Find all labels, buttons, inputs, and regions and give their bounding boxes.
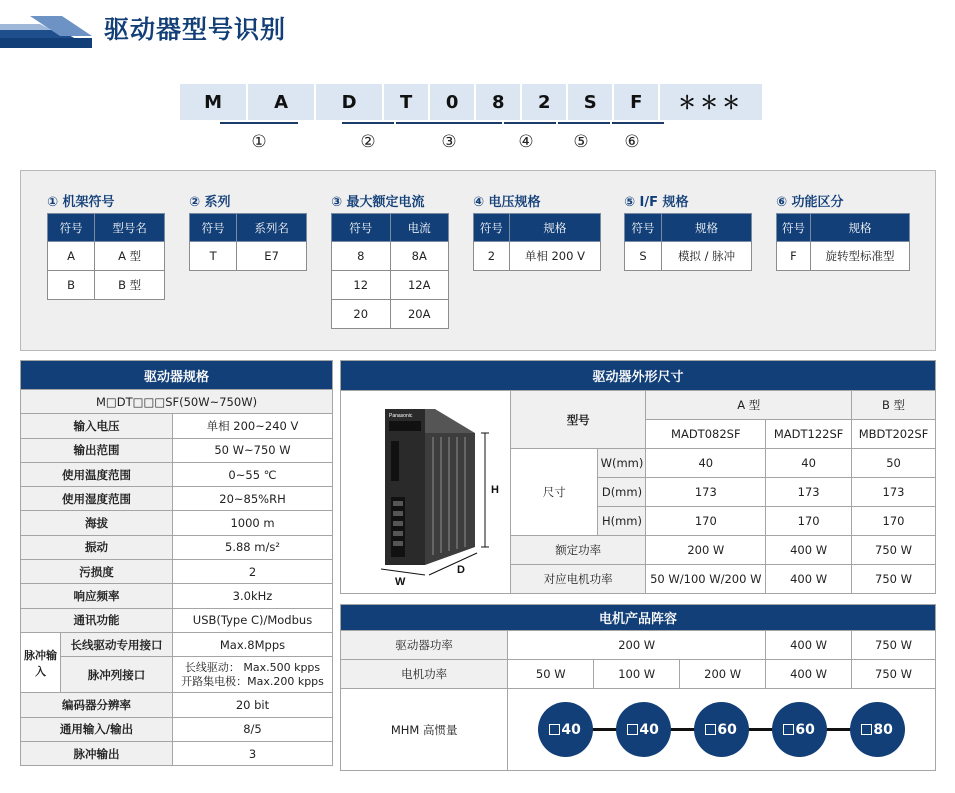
- table-header: 型号名: [95, 214, 165, 242]
- spec-value: 3.0kHz: [173, 584, 333, 608]
- power-value: 750 W: [852, 536, 936, 565]
- dim-value: 173: [852, 478, 936, 507]
- model-char: 8: [476, 84, 520, 120]
- motor-power-label: 对应电机功率: [510, 565, 646, 594]
- dim-key: D(mm): [598, 478, 646, 507]
- spec-value: 0~55 ℃: [173, 462, 333, 486]
- model-name: MADT082SF: [646, 420, 766, 449]
- table-cell: 2: [474, 242, 510, 271]
- size-label: 尺寸: [510, 449, 598, 536]
- table-header: 符号: [474, 214, 510, 242]
- dim-key: H(mm): [598, 507, 646, 536]
- spec-value: 2: [173, 560, 333, 584]
- spec-key: 使用温度范围: [21, 462, 173, 486]
- spec-value: 单相 200~240 V: [173, 414, 333, 438]
- header-stripe-decoration: [0, 16, 92, 48]
- group-title-if: ⑤ I/F 规格: [624, 195, 689, 210]
- spec-key: 输出范围: [21, 438, 173, 462]
- table-cell: B 型: [95, 271, 165, 300]
- table-cell: 单相 200 V: [509, 242, 600, 271]
- spec-key: 输入电压: [21, 414, 173, 438]
- code-number: ⑤: [573, 132, 589, 152]
- drive-spec-table: [20, 360, 333, 766]
- dim-h-label: H: [491, 484, 500, 496]
- code-underline: [558, 122, 610, 124]
- table-header: 符号: [777, 214, 811, 242]
- group-title-function: ⑥ 功能区分: [776, 195, 844, 210]
- motor-power-value: 200 W: [680, 660, 766, 689]
- function-table: [776, 213, 910, 271]
- code-underline: [396, 122, 502, 124]
- drive-power-value: 200 W: [508, 631, 766, 660]
- table-header: 规格: [662, 214, 752, 242]
- motor-lineup-table: [340, 604, 936, 771]
- outline-title: 驱动器外形尺寸: [341, 361, 936, 391]
- spec-key: 海拔: [21, 511, 173, 535]
- table-cell: T: [190, 242, 237, 271]
- spec-value: 20~85%RH: [173, 487, 333, 511]
- type-a-header: A 型: [646, 391, 852, 420]
- table-cell: 8: [332, 242, 391, 271]
- code-underline: [612, 122, 664, 124]
- flange-size: 60: [795, 721, 815, 738]
- lineup-title: 电机产品阵容: [341, 605, 936, 631]
- spec-key: 响应频率: [21, 584, 173, 608]
- spec-value: 20 bit: [173, 693, 333, 717]
- dim-value: 170: [852, 507, 936, 536]
- table-header: 系列名: [237, 214, 307, 242]
- power-value: 200 W: [646, 536, 766, 565]
- code-number: ②: [360, 132, 376, 152]
- model-char: ＊＊＊: [660, 84, 762, 120]
- spec-key: 通讯功能: [21, 608, 173, 632]
- model-char: D: [316, 84, 382, 120]
- group-title-voltage: ④ 电压规格: [473, 195, 541, 210]
- table-cell: F: [777, 242, 811, 271]
- code-definition-panel: [20, 170, 936, 351]
- table-cell: E7: [237, 242, 307, 271]
- servo-drive-illustration: [345, 397, 505, 587]
- group-title-frame: ① 机架符号: [47, 195, 115, 210]
- flange-badge: [538, 702, 593, 757]
- spec-value: USB(Type C)/Modbus: [173, 608, 333, 632]
- flange-square-icon: [549, 724, 560, 735]
- table-cell: A 型: [95, 242, 165, 271]
- drive-image-cell: [341, 391, 511, 594]
- flange-square-icon: [627, 724, 638, 735]
- flange-row: [538, 702, 906, 757]
- outline-dimension-table: [340, 360, 936, 594]
- table-cell: B: [48, 271, 95, 300]
- motor-power-value: 750 W: [852, 565, 936, 594]
- if-table: [624, 213, 752, 271]
- spec-key: 脉冲输出: [21, 741, 173, 765]
- spec-key: 脉冲列接口: [61, 657, 173, 693]
- brand-label: Panasonic: [389, 413, 413, 419]
- spec-key: 通用输入/输出: [21, 717, 173, 741]
- table-header: 符号: [625, 214, 662, 242]
- spec-key: 污损度: [21, 560, 173, 584]
- flange-badge: [772, 702, 827, 757]
- group-title-current: ③ 最大额定电流: [331, 195, 425, 210]
- spec-value: Max.8Mpps: [173, 632, 333, 656]
- flange-size: 40: [561, 721, 581, 738]
- series-table: [189, 213, 307, 271]
- flange-size: 40: [639, 721, 659, 738]
- spec-key: 振动: [21, 535, 173, 559]
- motor-power-value: 50 W/100 W/200 W: [646, 565, 766, 594]
- spec-value-multi: [173, 657, 333, 693]
- table-header: 符号: [332, 214, 391, 242]
- flange-size: 60: [717, 721, 737, 738]
- code-underline: [342, 122, 394, 124]
- drive-power-label: 驱动器功率: [341, 631, 508, 660]
- spec-key: 使用湿度范围: [21, 487, 173, 511]
- model-char: A: [248, 84, 314, 120]
- flange-square-icon: [861, 724, 872, 735]
- motor-power-value: 400 W: [766, 660, 852, 689]
- power-label: 额定功率: [510, 536, 646, 565]
- table-header: 电流: [390, 214, 449, 242]
- code-underline: [220, 122, 298, 124]
- motor-power-value: 100 W: [594, 660, 680, 689]
- page-title: 驱动器型号识别: [104, 15, 287, 44]
- drive-power-value: 750 W: [852, 631, 936, 660]
- model-name: MADT122SF: [766, 420, 852, 449]
- power-value: 400 W: [766, 536, 852, 565]
- type-b-header: B 型: [852, 391, 936, 420]
- table-header: 符号: [190, 214, 237, 242]
- flange-square-icon: [783, 724, 794, 735]
- model-char: S: [568, 84, 612, 120]
- motor-power-value: 750 W: [852, 660, 936, 689]
- table-cell: 12A: [390, 271, 449, 300]
- table-cell: 12: [332, 271, 391, 300]
- table-cell: 20: [332, 300, 391, 329]
- flange-badge: [616, 702, 671, 757]
- dim-key: W(mm): [598, 449, 646, 478]
- dim-d-label: D: [457, 564, 466, 576]
- spec-value: 1000 m: [173, 511, 333, 535]
- flange-size: 80: [873, 721, 893, 738]
- code-number: ⑥: [624, 132, 640, 152]
- dim-value: 173: [766, 478, 852, 507]
- voltage-table: [473, 213, 601, 271]
- spec-value: 5.88 m/s²: [173, 535, 333, 559]
- dim-value: 50: [852, 449, 936, 478]
- model-name: MBDT202SF: [852, 420, 936, 449]
- dim-w-label: W: [395, 576, 406, 587]
- spec-value: 3: [173, 741, 333, 765]
- motor-power-label: 电机功率: [341, 660, 508, 689]
- model-label: 型号: [510, 391, 646, 449]
- pulse-input-group: [21, 632, 61, 692]
- flange-badge: [694, 702, 749, 757]
- current-table: [331, 213, 449, 329]
- model-char: 0: [430, 84, 474, 120]
- spec-title: 驱动器规格: [21, 361, 333, 390]
- code-number: ③: [441, 132, 457, 152]
- model-code: [180, 84, 762, 120]
- dim-value: 170: [646, 507, 766, 536]
- drive-power-value: 400 W: [766, 631, 852, 660]
- model-char: F: [614, 84, 658, 120]
- dim-value: 40: [646, 449, 766, 478]
- motor-power-value: 50 W: [508, 660, 594, 689]
- model-char: M: [180, 84, 246, 120]
- spec-key: 编码器分辨率: [21, 693, 173, 717]
- group-title-series: ② 系列: [189, 195, 231, 210]
- spec-value: 50 W~750 W: [173, 438, 333, 462]
- dim-value: 173: [646, 478, 766, 507]
- dim-value: 170: [766, 507, 852, 536]
- pulse-input-label: 脉冲输入: [24, 648, 57, 678]
- spec-value-line: 开路集电极：Max.200 kpps: [181, 674, 324, 688]
- code-number: ①: [251, 132, 267, 152]
- table-cell: 20A: [390, 300, 449, 329]
- frame-table: [47, 213, 165, 300]
- table-header: 符号: [48, 214, 95, 242]
- code-underline: [504, 122, 556, 124]
- table-cell: 旋转型标准型: [810, 242, 909, 271]
- spec-value: 8/5: [173, 717, 333, 741]
- table-cell: 8A: [390, 242, 449, 271]
- flange-badge: [850, 702, 905, 757]
- table-cell: 模拟 / 脉冲: [662, 242, 752, 271]
- model-char: 2: [522, 84, 566, 120]
- code-number: ④: [518, 132, 534, 152]
- model-char: T: [384, 84, 428, 120]
- spec-key: 长线驱动专用接口: [61, 632, 173, 656]
- table-header: 规格: [810, 214, 909, 242]
- flange-square-icon: [705, 724, 716, 735]
- table-header: 规格: [509, 214, 600, 242]
- dim-value: 40: [766, 449, 852, 478]
- table-cell: S: [625, 242, 662, 271]
- spec-subtitle: M□DT□□□SF(50W~750W): [21, 390, 333, 414]
- flange-lineup: [508, 689, 936, 771]
- motor-power-value: 400 W: [766, 565, 852, 594]
- spec-value-line: 长线驱动： Max.500 kpps: [184, 660, 321, 674]
- series-label: MHM 高惯量: [341, 689, 508, 771]
- table-cell: A: [48, 242, 95, 271]
